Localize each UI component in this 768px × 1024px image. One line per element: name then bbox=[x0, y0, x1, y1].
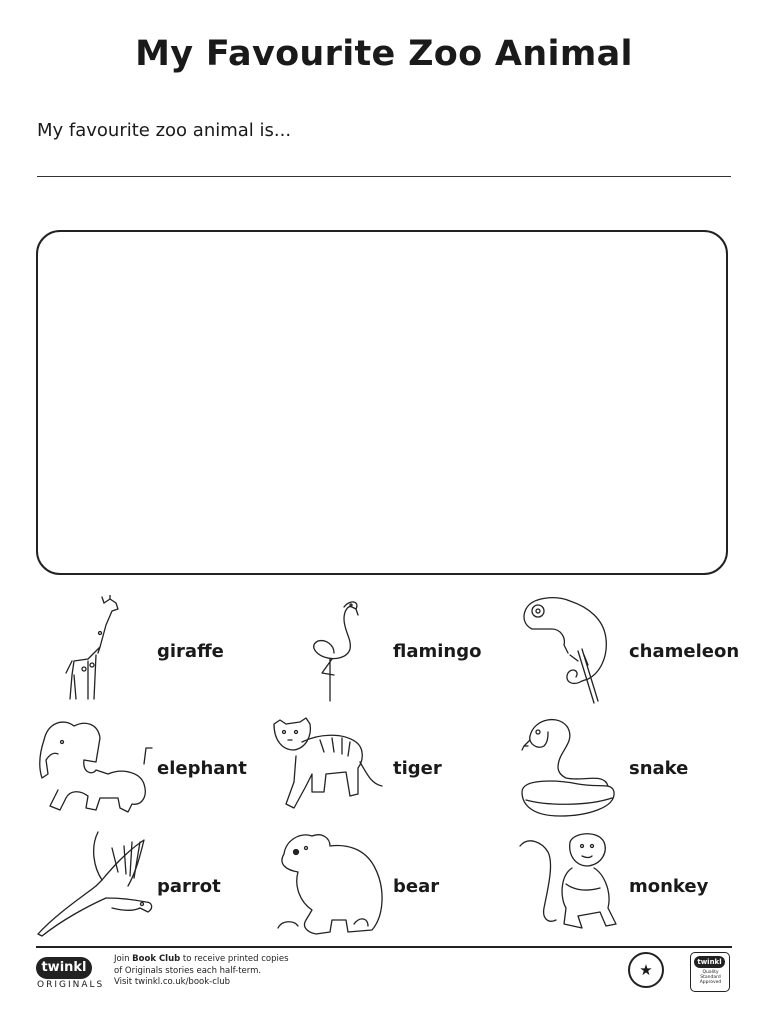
twinkl-originals-logo bbox=[36, 953, 105, 993]
chameleon-icon bbox=[508, 595, 628, 707]
footer-line1-pre: Join bbox=[114, 954, 133, 964]
drawing-box[interactable] bbox=[36, 230, 728, 575]
animal-item-giraffe bbox=[36, 595, 272, 707]
animal-label: monkey bbox=[629, 876, 709, 897]
footer-line2: of Originals stories each half-term. bbox=[114, 965, 262, 976]
animal-label: parrot bbox=[157, 876, 221, 897]
parrot-icon bbox=[36, 828, 156, 940]
animal-label: snake bbox=[629, 758, 689, 779]
qs-brand: twinkl bbox=[694, 956, 725, 968]
book-club-label: Book Club bbox=[132, 954, 181, 964]
animal-label: bear bbox=[393, 876, 440, 897]
animal-item-flamingo bbox=[272, 595, 508, 707]
animal-label: chameleon bbox=[629, 641, 740, 662]
page-title: My Favourite Zoo Animal bbox=[135, 34, 633, 74]
qs-text: Quality Standard Approved bbox=[699, 970, 722, 985]
animal-item-elephant bbox=[36, 712, 272, 824]
star-icon: ★ bbox=[628, 952, 664, 988]
animal-item-parrot bbox=[36, 828, 272, 940]
logo-text: twinkl bbox=[36, 957, 92, 979]
flamingo-icon bbox=[272, 595, 392, 707]
prompt-text: My favourite zoo animal is... bbox=[37, 120, 292, 141]
book-club-text bbox=[114, 954, 289, 989]
animal-item-tiger bbox=[272, 712, 508, 824]
footer-divider bbox=[36, 946, 732, 948]
animal-item-snake bbox=[508, 712, 744, 824]
bear-icon bbox=[272, 828, 392, 940]
writing-line[interactable] bbox=[37, 176, 731, 177]
logo-subtext: ORIGINALS bbox=[37, 980, 105, 990]
quality-standard-badge bbox=[690, 952, 730, 992]
animal-item-monkey bbox=[508, 828, 744, 940]
animal-item-chameleon bbox=[508, 595, 744, 707]
monkey-icon bbox=[508, 828, 628, 940]
animal-label: flamingo bbox=[393, 641, 482, 662]
tiger-icon bbox=[272, 712, 392, 824]
footer-line1-post: to receive printed copies bbox=[180, 954, 289, 964]
animal-item-bear bbox=[272, 828, 508, 940]
animal-label: elephant bbox=[157, 758, 247, 779]
snake-icon bbox=[508, 712, 628, 824]
animal-label: giraffe bbox=[157, 641, 224, 662]
elephant-icon bbox=[36, 712, 156, 824]
footer-line3: Visit twinkl.co.uk/book-club bbox=[114, 977, 231, 987]
giraffe-icon bbox=[36, 595, 156, 707]
animal-label: tiger bbox=[393, 758, 442, 779]
